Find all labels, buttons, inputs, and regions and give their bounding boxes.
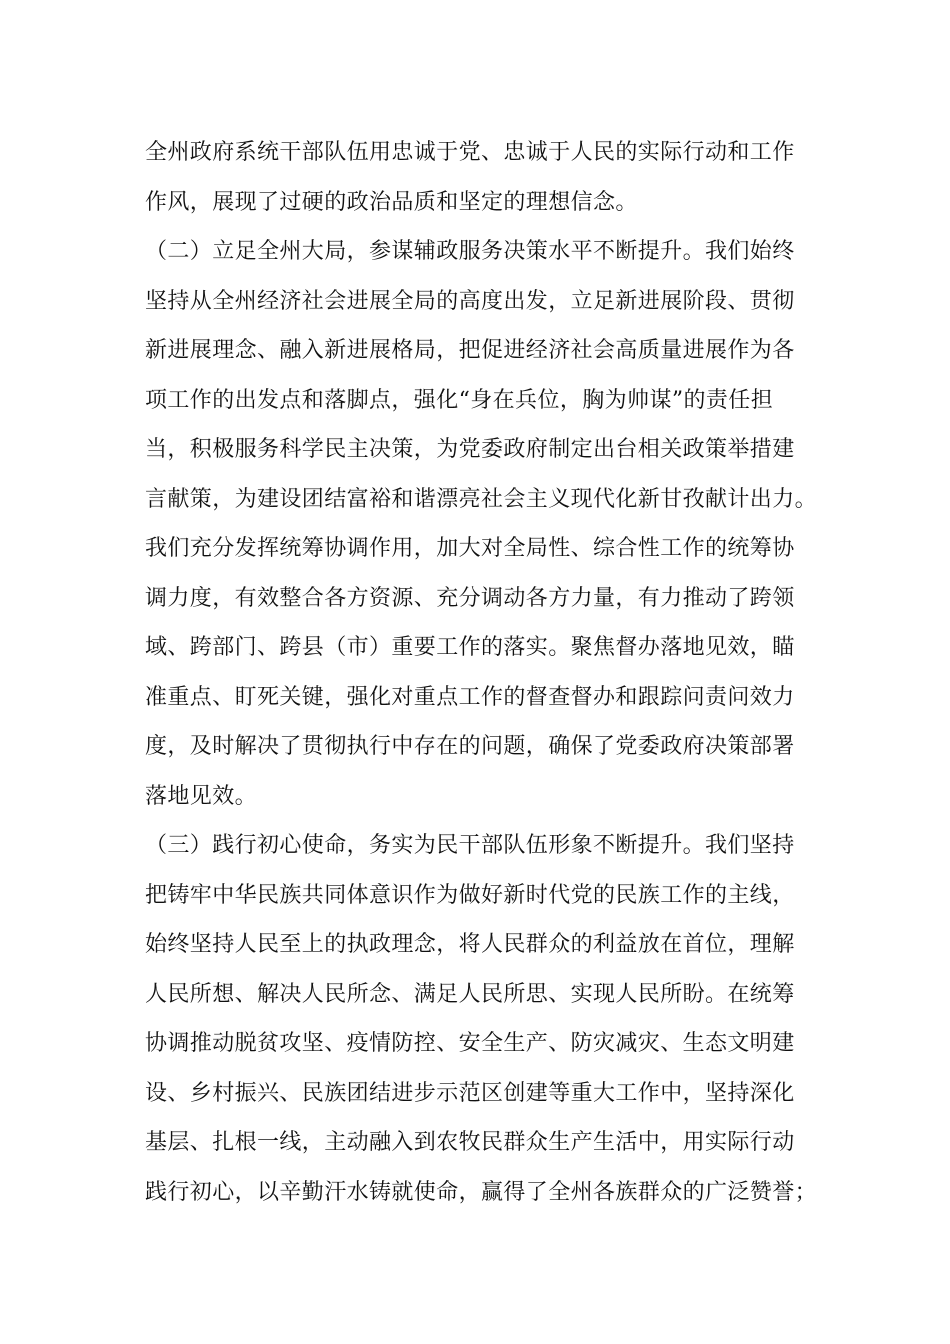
text-line: 践行初心，以辛勤汗水铸就使命，赢得了全州各族群众的广泛赞誉； <box>145 1179 818 1205</box>
text-line: 把铸牢中华民族共同体意识作为做好新时代党的民族工作的主线， <box>145 882 795 908</box>
text-line: 言献策，为建设团结富裕和谐漂亮社会主义现代化新甘孜献计出力。 <box>145 486 818 512</box>
text-line: 作风，展现了过硬的政治品质和坚定的理想信念。 <box>145 189 638 215</box>
text-line: 当，积极服务科学民主决策，为党委政府制定出台相关政策举措建 <box>145 437 795 462</box>
text-line: 全州政府系统干部队伍用忠诚于党、忠诚于人民的实际行动和工作 <box>145 140 795 165</box>
text-line: 新进展理念、融入新进展格局，把促进经济社会高质量进展作为各 <box>145 338 795 363</box>
section-heading-line: （三）践行初心使命，务实为民干部队伍形象不断提升。我们坚持 <box>145 833 795 858</box>
text-line: 基层、扎根一线，主动融入到农牧民群众生产生活中，用实际行动 <box>145 1130 795 1155</box>
text-line: 设、乡村振兴、民族团结进步示范区创建等重大工作中，坚持深化 <box>145 1080 795 1106</box>
section-heading-line: （二）立足全州大局，参谋辅政服务决策水平不断提升。我们始终 <box>145 239 795 264</box>
text-line: 落地见效。 <box>145 783 258 809</box>
document-body <box>145 128 845 1217</box>
text-line: 人民所想、解决人民所念、满足人民所思、实现人民所盼。在统筹 <box>145 981 795 1007</box>
text-line: 项工作的出发点和落脚点，强化“身在兵位，胸为帅谋”的责任担 <box>145 387 774 413</box>
text-line: 准重点、盯死关键，强化对重点工作的督查督办和跟踪问责问效力 <box>145 684 795 710</box>
text-line: 坚持从全州经济社会进展全局的高度出发，立足新进展阶段、贯彻 <box>145 288 795 314</box>
text-line: 协调推动脱贫攻坚、疫情防控、安全生产、防灾减灾、生态文明建 <box>145 1031 795 1056</box>
text-line: 调力度，有效整合各方资源、充分调动各方力量，有力推动了跨领 <box>145 585 795 611</box>
text-line: 我们充分发挥统筹协调作用，加大对全局性、综合性工作的统筹协 <box>145 536 795 561</box>
text-line: 域、跨部门、跨县（市）重要工作的落实。聚焦督办落地见效，瞄 <box>145 635 795 660</box>
text-line: 度，及时解决了贯彻执行中存在的问题，确保了党委政府决策部署 <box>145 734 795 759</box>
text-line: 始终坚持人民至上的执政理念，将人民群众的利益放在首位，理解 <box>145 932 795 957</box>
